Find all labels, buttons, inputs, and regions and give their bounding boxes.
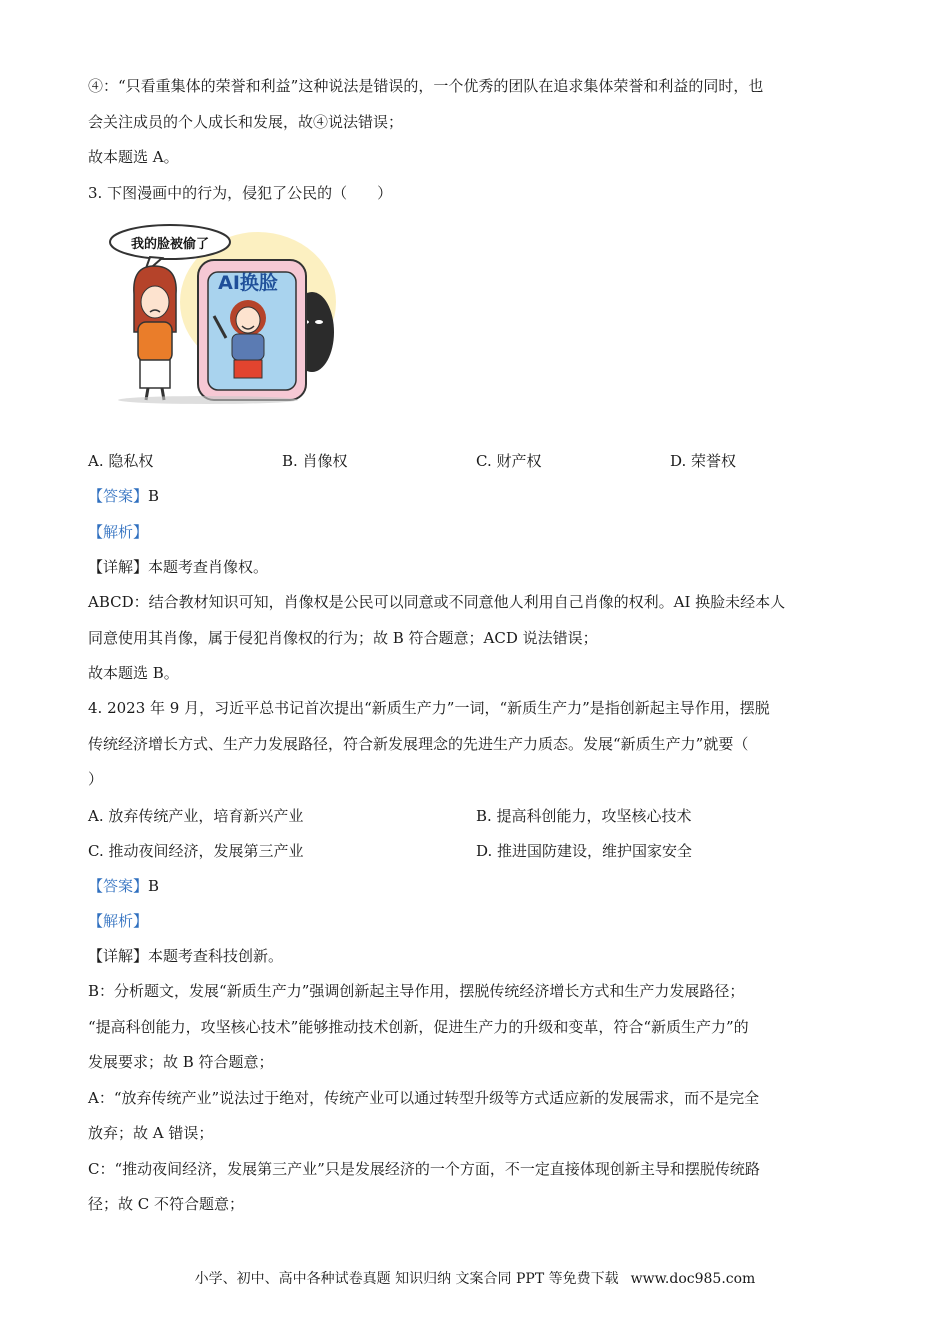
- q3-option-c: C. 财产权: [476, 452, 542, 470]
- q4-explanation-5: 放弃；故 A 错误；: [88, 1124, 214, 1142]
- q3-answer-line: [88, 485, 159, 507]
- q4-analysis-tag: 【解析】: [88, 912, 149, 930]
- q3-explanation-1: ABCD：结合教材知识可知，肖像权是公民可以同意或不同意他人利用自己肖像的权利。AI 换脸未经本人: [88, 593, 786, 611]
- question-4-stem-1: 4. 2023 年 9 月，习近平总书记首次提出“新质生产力”一词，“新质生产力”是指创新起主导作用，摆脱: [88, 699, 770, 717]
- q3-answer-tag: 【答案】: [88, 487, 149, 505]
- q4-answer-line: [88, 875, 159, 897]
- speech-bubble-text: 我的脸被偷了: [130, 237, 210, 252]
- q4-explanation-3: 发展要求；故 B 符合题意；: [88, 1053, 274, 1071]
- q4-detail: 【详解】本题考查科技创新。: [88, 947, 284, 965]
- q4-explanation-2: “提高科创能力，攻坚核心技术”能够推动技术创新，促进生产力的升级和变革，符合“新质生产力”的: [88, 1018, 749, 1036]
- q4-explanation-1: B：分析题文，发展“新质生产力”强调创新起主导作用，摆脱传统经济增长方式和生产力发展路径；: [88, 982, 745, 1000]
- q4-option-a: A. 放弃传统产业，培育新兴产业: [88, 807, 304, 825]
- q3-analysis-tag: 【解析】: [88, 523, 149, 541]
- q3-answer-value: B: [148, 487, 160, 505]
- phone-screen-text: AI换脸: [218, 272, 278, 294]
- question-4-stem-3: ）: [88, 770, 104, 788]
- question-4-stem-2: 传统经济增长方式、生产力发展路径，符合新发展理念的先进生产力质态。发展“新质生产力”就要（: [88, 735, 749, 753]
- page-footer: [0, 1268, 950, 1290]
- question-3-stem: 3. 下图漫画中的行为，侵犯了公民的（ ）: [88, 184, 393, 202]
- q3-option-d: D. 荣誉权: [670, 452, 737, 470]
- q3-option-b: B. 肖像权: [282, 452, 348, 470]
- footer-url[interactable]: www.doc985.com: [630, 1271, 756, 1287]
- q3-explanation-2: 同意使用其肖像，属于侵犯肖像权的行为；故 B 符合题意；ACD 说法错误；: [88, 629, 598, 647]
- q4-answer-tag: 【答案】: [88, 877, 149, 895]
- q3-option-a: A. 隐私权: [88, 452, 154, 470]
- q3-detail: 【详解】本题考查肖像权。: [88, 558, 269, 576]
- prev-conclusion: 故本题选 A。: [88, 148, 179, 166]
- q4-explanation-7: 径；故 C 不符合题意；: [88, 1195, 245, 1213]
- q4-answer-value: B: [148, 877, 160, 895]
- prev-explanation-line-2: 会关注成员的个人成长和发展，故④说法错误；: [88, 113, 404, 131]
- q4-explanation-4: A：“放弃传统产业”说法过于绝对，传统产业可以通过转型升级等方式适应新的发展需求，而不是完全: [88, 1089, 760, 1107]
- footer-text: 小学、初中、高中各种试卷真题 知识归纳 文案合同 PPT 等免费下载: [194, 1271, 619, 1287]
- q4-explanation-6: C：“推动夜间经济，发展第三产业”只是发展经济的一个方面，不一定直接体现创新主导和摆脱传统路: [88, 1160, 760, 1178]
- q3-conclusion: 故本题选 B。: [88, 664, 179, 682]
- prev-explanation-line-1: ④：“只看重集体的荣誉和利益”这种说法是错误的，一个优秀的团队在追求集体荣誉和利益的同时，也: [88, 77, 764, 95]
- cartoon-ai-face-swap: [98, 222, 338, 408]
- q4-option-c: C. 推动夜间经济，发展第三产业: [88, 842, 304, 860]
- q4-option-b: B. 提高科创能力，攻坚核心技术: [476, 807, 692, 825]
- q4-option-d: D. 推进国防建设，维护国家安全: [476, 842, 693, 860]
